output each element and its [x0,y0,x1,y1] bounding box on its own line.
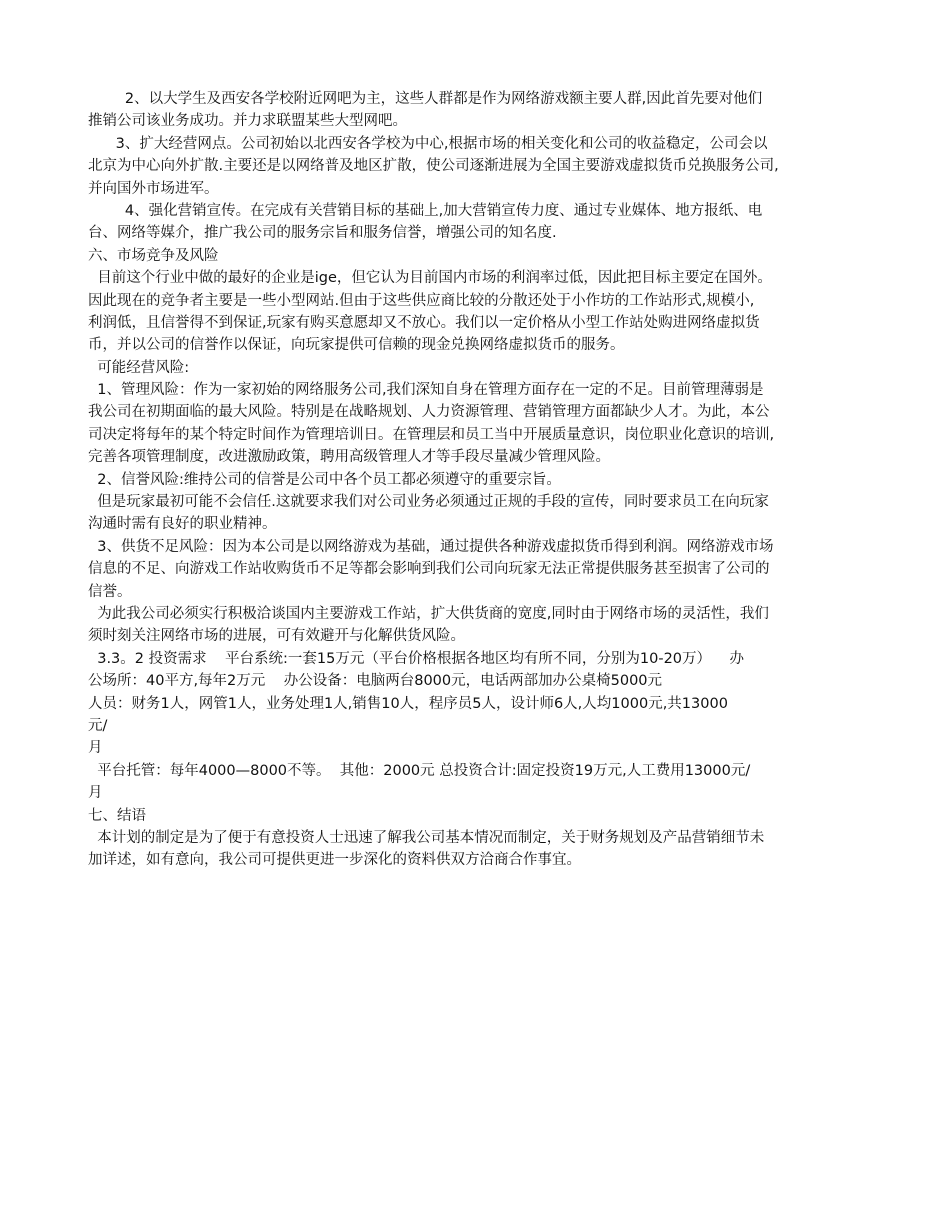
text-line: 并向国外市场进军。 [88,180,219,197]
text-line: 本计划的制定是为了便于有意投资人士迅速了解我公司基本情况而制定，关于财务规划及产品营销细节未 [88,829,765,846]
text-line: 我公司在初期面临的最大风险。特别是在战略规划、人力资源管理、营销管理方面都缺少人才。为此，本公 [88,404,770,421]
text-line: 完善各项管理制度，改进激励政策，聘用高级管理人才等手段尽量减少管理风险。 [88,449,610,466]
text-line: 平台托管：每年4000—8000不等。 其他：2000元 总投资合计:固定投资19万元,人工费用13000元/ [88,762,751,779]
text-line: 因此现在的竞争者主要是一些小型网站.但由于这些供应商比较的分散还处于小作坊的工作站形式,规模小, [88,292,755,309]
text-line: 信息的不足、向游戏工作站收购货币不足等都会影响到我们公司向玩家无法正常提供服务甚至损害了公司的 [88,561,770,578]
text-line: 2、信誉风险:维持公司的信誉是公司中各个员工都必须遵守的重要宗旨。 [88,471,561,488]
text-line: 沟通时需有良好的职业精神。 [88,516,277,533]
text-line: 六、市场竞争及风险 [88,247,219,264]
text-line: 北京为中心向外扩散.主要还是以网络普及地区扩散，使公司逐渐进展为全国主要游戏虚拟货币兑换服务公司, [88,158,779,175]
text-line: 元/ [88,717,108,734]
text-line: 推销公司该业务成功。并力求联盟某些大型网吧。 [88,113,407,130]
text-line: 可能经营风险: [88,359,190,376]
text-line: 1、管理风险：作为一家初始的网络服务公司,我们深知自身在管理方面存在一定的不足。目前管理薄弱是 [88,382,764,399]
text-line: 为此我公司必须实行积极洽谈国内主要游戏工作站，扩大供货商的宽度,同时由于网络市场的灵活性，我们 [88,605,769,622]
text-line: 七、结语 [88,807,146,824]
text-line: 2、以大学生及西安各学校附近网吧为主，这些人群都是作为网络游戏额主要人群,因此首先要对他们 [88,91,763,107]
text-line: 司决定将每年的某个特定时间作为管理培训日。在管理层和员工当中开展质量意识，岗位职业化意识的培训, [88,426,775,443]
text-line: 月 [88,785,103,802]
text-line: 加详述，如有意向，我公司可提供更进一步深化的资料供双方洽商合作事宜。 [88,852,581,869]
text-line: 台、网络等媒介，推广我公司的服务宗旨和服务信誉，增强公司的知名度. [88,225,557,242]
text-line: 人员：财务1人，网管1人，业务处理1人,销售10人，程序员5人，设计师6人,人均1000元,共13000 [88,695,728,712]
text-line: 公场所：40平方,每年2万元 办公设备：电脑两台8000元，电话两部加办公桌椅5000元 [88,673,663,690]
document-body [88,88,868,872]
text-line: 信誉。 [88,583,132,600]
text-line: 利润低，且信誉得不到保证,玩家有购买意愿却又不放心。我们以一定价格从小型工作站处购进网络虚拟货 [88,314,760,331]
text-line: 3.3。2 投资需求 平台系统:一套15万元（平台价格根据各地区均有所不同，分别为10-20万） 办 [88,650,744,667]
text-line: 目前这个行业中做的最好的企业是ige，但它认为目前国内市场的利润率过低，因此把目标主要定在国外。 [88,270,772,287]
text-line: 但是玩家最初可能不会信任.这就要求我们对公司业务必须通过正规的手段的宣传，同时要求员工在向玩家 [88,494,769,511]
text-line: 3、供货不足风险：因为本公司是以网络游戏为基础，通过提供各种游戏虚拟货币得到利润。网络游戏市场 [88,538,774,555]
text-line: 4、强化营销宣传。在完成有关营销目标的基础上,加大营销宣传力度、通过专业媒体、地方报纸、电 [88,202,763,219]
text-line: 币，并以公司的信誉作以保证，向玩家提供可信赖的现金兑换网络虚拟货币的服务。 [88,337,625,354]
text-line: 须时刻关注网络市场的进展，可有效避开与化解供货风险。 [88,628,465,645]
text-line: 月 [88,740,103,757]
text-line: 3、扩大经营网点。公司初始以北西安各学校为中心,根据市场的相关变化和公司的收益稳定，公司会以 [88,135,768,152]
